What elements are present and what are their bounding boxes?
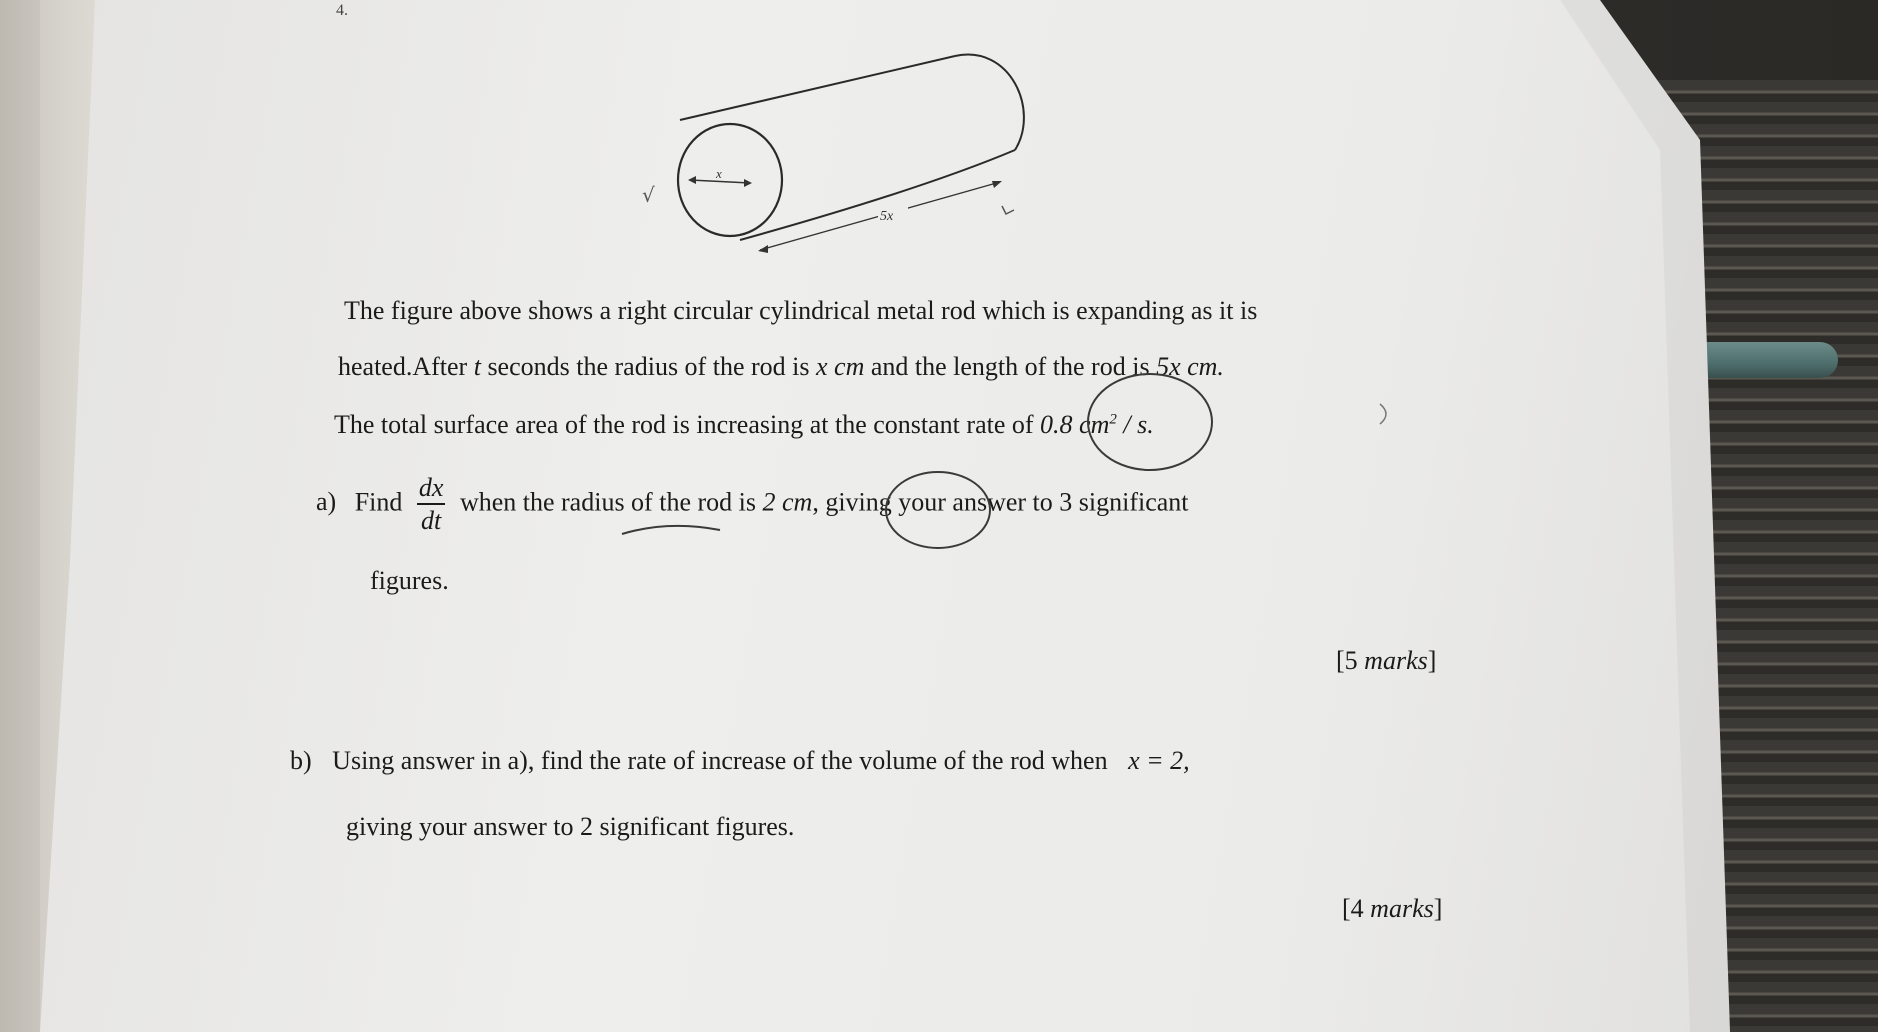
length-label: 5x [880, 209, 894, 224]
part-a-line-2: figures. [370, 566, 449, 595]
intro-text-length: and the length of the rod is [870, 352, 1150, 381]
part-b-condition: x = 2, [1128, 746, 1190, 775]
cylinder-top-edge [680, 56, 955, 120]
length-arrowhead-right [992, 181, 1002, 188]
rate-number: 0.8 cm [1040, 410, 1110, 439]
intro-line-3 [334, 410, 1154, 440]
fraction-denominator: dt [421, 506, 442, 536]
part-a-line-1 [316, 474, 1189, 535]
intro-text-rate: The total surface area of the rod is increasing at the constant rate of [334, 410, 1034, 439]
part-a-marks-open: [5 [1336, 646, 1365, 675]
part-b-text: Using answer in a), find the rate of increase of the volume of the rod when [332, 746, 1108, 775]
part-a-marks-close: ] [1427, 646, 1437, 675]
intro-line-2 [338, 352, 1224, 382]
intro-line-1: The figure above shows a right circular cylindrical metal rod which is expanding as it is [344, 296, 1258, 325]
intro-text-heated: heated.After [338, 352, 468, 381]
cylinder-figure [620, 40, 1060, 280]
pencil-tick-mark: √ [642, 183, 655, 207]
part-b-marks-word: marks [1370, 894, 1434, 923]
intro-length-expr: 5x cm. [1156, 352, 1224, 381]
radius-label: x [716, 166, 722, 181]
part-a-marks-word: marks [1364, 646, 1428, 675]
part-b-marks-open: [4 [1342, 894, 1371, 923]
intro-var-t: t [473, 352, 481, 381]
intro-radius-expr: x cm [815, 352, 865, 381]
radius-arrowhead-left [688, 176, 696, 184]
part-b-marks-close: ] [1433, 894, 1443, 923]
intro-text-seconds: seconds the radius of the rod is [487, 352, 810, 381]
derivative-fraction [417, 474, 446, 535]
part-b-marks [1342, 894, 1442, 924]
length-arrowhead-left [758, 245, 768, 253]
part-a-text-significant: , giving your answer to 3 significant [812, 487, 1189, 517]
part-b-line-1 [290, 746, 1190, 776]
cylinder-diagram [620, 40, 1060, 280]
fraction-numerator: dx [417, 474, 446, 505]
radius-arrowhead-right [744, 179, 752, 187]
part-a-find: Find [354, 487, 403, 517]
part-a-text-radius: when the radius of the rod is [459, 487, 756, 517]
rate-exponent: 2 [1109, 411, 1117, 428]
part-a-marks [1336, 646, 1436, 676]
question-number: 4. [336, 2, 348, 19]
pencil-check-mark [1002, 206, 1014, 214]
rate-unit: / s. [1116, 410, 1154, 439]
intro-rate-value [1040, 410, 1154, 439]
cylinder-end-cap-right [955, 55, 1024, 150]
part-a-label: a) [316, 487, 337, 517]
part-b-line-2: giving your answer to 2 significant figures. [346, 812, 795, 841]
part-b-label: b) [290, 746, 312, 775]
part-a-radius-value: 2 cm [762, 487, 813, 517]
